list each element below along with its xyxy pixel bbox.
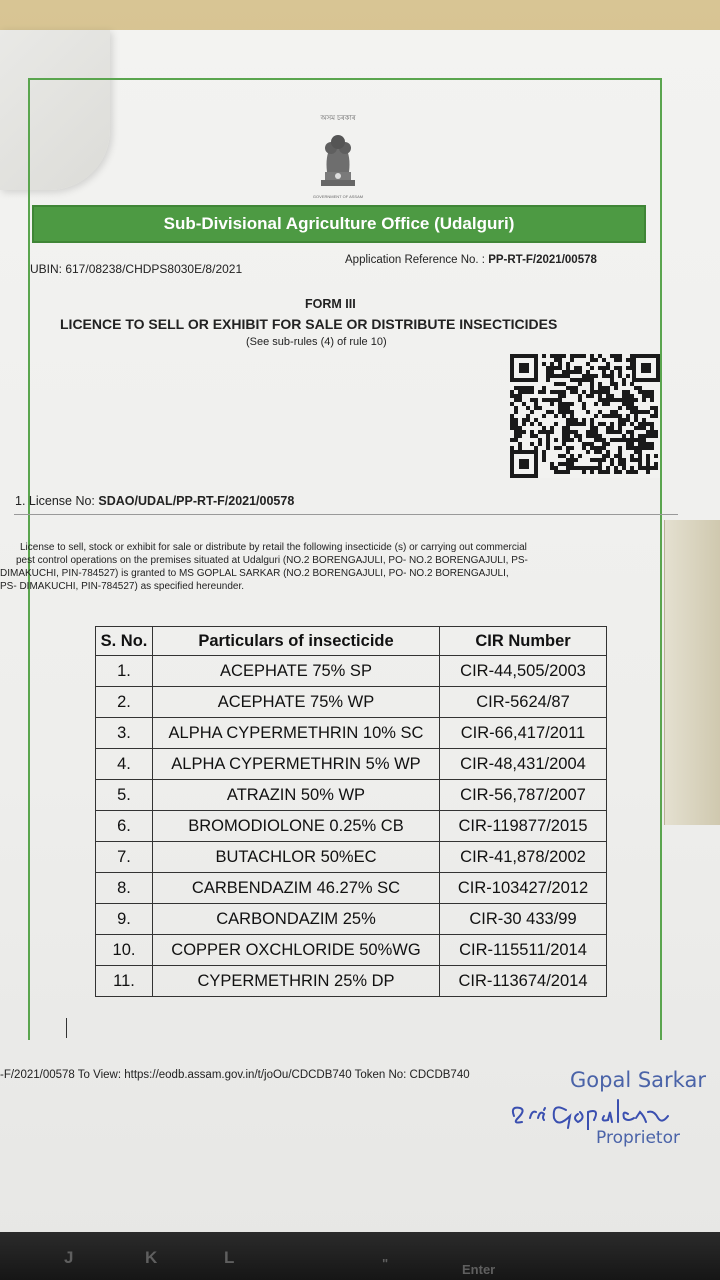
office-banner: Sub-Divisional Agriculture Office (Udalguri)	[32, 205, 646, 243]
row-particulars: ALPHA CYPERMETHRIN 5% WP	[153, 749, 440, 780]
row-sno: 3.	[96, 718, 153, 749]
table-header-row	[96, 627, 607, 656]
key-k: K	[145, 1248, 158, 1267]
divider-line	[14, 514, 678, 515]
header-cir: CIR Number	[440, 627, 607, 656]
license-number-line	[15, 494, 294, 508]
row-particulars: ACEPHATE 75% SP	[153, 656, 440, 687]
row-cir: CIR-41,878/2002	[440, 842, 607, 873]
row-cir: CIR-66,417/2011	[440, 718, 607, 749]
row-particulars: BUTACHLOR 50%EC	[153, 842, 440, 873]
licence-title: LICENCE TO SELL OR EXHIBIT FOR SALE OR DISTRIBUTE INSECTICIDES	[60, 316, 558, 332]
table-row	[96, 749, 607, 780]
table-row	[96, 687, 607, 718]
row-cir: CIR-5624/87	[440, 687, 607, 718]
table-row	[96, 811, 607, 842]
row-cir: CIR-48,431/2004	[440, 749, 607, 780]
header-particulars: Particulars of insecticide	[153, 627, 440, 656]
table-row	[96, 966, 607, 997]
sub-rules-note: (See sub-rules (4) of rule 10)	[246, 336, 387, 348]
table-row	[96, 780, 607, 811]
application-reference	[345, 254, 597, 266]
row-sno: 11.	[96, 966, 153, 997]
key-l: L	[224, 1248, 235, 1267]
row-particulars: CARBONDAZIM 25%	[153, 904, 440, 935]
row-sno: 8.	[96, 873, 153, 904]
row-cir: CIR-30 433/99	[440, 904, 607, 935]
table-continuation	[66, 1018, 607, 1038]
body-line: License to sell, stock or exhibit for sale or distribute by retail the following insecticide (s) or carrying out commercial	[20, 542, 527, 553]
lion-capital-icon	[313, 126, 363, 192]
state-emblem	[300, 112, 376, 202]
row-particulars: ACEPHATE 75% WP	[153, 687, 440, 718]
proprietor-label: Proprietor	[596, 1128, 680, 1148]
ubin-number: UBIN: 617/08238/CHDPS8030E/8/2021	[30, 262, 243, 276]
row-sno: 6.	[96, 811, 153, 842]
row-particulars: ALPHA CYPERMETHRIN 10% SC	[153, 718, 440, 749]
row-cir: CIR-119877/2015	[440, 811, 607, 842]
table-row	[96, 904, 607, 935]
handwritten-signature	[508, 1088, 720, 1130]
table-row	[96, 873, 607, 904]
body-line: PS- DIMAKUCHI, PIN-784527) as specified hereunder.	[0, 581, 244, 592]
row-sno: 10.	[96, 935, 153, 966]
form-number: FORM III	[305, 297, 356, 311]
key-quote: "	[382, 1256, 389, 1271]
verification-token-line: -F/2021/00578 To View: https://eodb.assam.gov.in/t/joOu/CDCDB740 Token No: CDCDB740	[0, 1069, 470, 1081]
row-particulars: BROMODIOLONE 0.25% CB	[153, 811, 440, 842]
emblem-bottom-text: GOVERNMENT OF ASSAM	[312, 194, 364, 199]
row-cir: CIR-56,787/2007	[440, 780, 607, 811]
row-sno: 2.	[96, 687, 153, 718]
row-sno: 1.	[96, 656, 153, 687]
key-j: J	[64, 1248, 74, 1267]
row-particulars: CARBENDAZIM 46.27% SC	[153, 873, 440, 904]
app-ref-value: PP-RT-F/2021/00578	[488, 254, 597, 266]
license-body-text	[0, 541, 690, 593]
row-cir: CIR-103427/2012	[440, 873, 607, 904]
row-sno: 9.	[96, 904, 153, 935]
row-particulars: ATRAZIN 50% WP	[153, 780, 440, 811]
insecticide-table	[95, 626, 607, 997]
qr-code	[510, 354, 660, 478]
row-sno: 4.	[96, 749, 153, 780]
header-sno: S. No.	[96, 627, 153, 656]
body-line: pest control operations on the premises situated at Udalguri (NO.2 BORENGAJULI, PO- NO.2 BORENGAJULI, PS-	[16, 555, 528, 566]
stamp-name: Gopal Sarkar	[570, 1068, 706, 1092]
table-row	[96, 935, 607, 966]
license-label: 1. License No:	[15, 494, 99, 508]
key-enter: Enter	[462, 1262, 496, 1277]
row-sno: 5.	[96, 780, 153, 811]
app-ref-label: Application Reference No. :	[345, 254, 489, 266]
row-particulars: COPPER OXCHLORIDE 50%WG	[153, 935, 440, 966]
table-row	[96, 656, 607, 687]
license-number: SDAO/UDAL/PP-RT-F/2021/00578	[98, 494, 295, 508]
row-cir: CIR-44,505/2003	[440, 656, 607, 687]
row-cir: CIR-113674/2014	[440, 966, 607, 997]
laptop-keyboard	[0, 1232, 720, 1280]
row-cir: CIR-115511/2014	[440, 935, 607, 966]
table-row	[96, 718, 607, 749]
body-line: DIMAKUCHI, PIN-784527) is granted to MS GOPLAL SARKAR (NO.2 BORENGAJULI, PO- NO.2 BORENGAJULI,	[0, 568, 509, 579]
table-row	[96, 842, 607, 873]
emblem-top-text: অসম চৰকাৰ	[320, 115, 356, 122]
row-sno: 7.	[96, 842, 153, 873]
row-particulars: CYPERMETHRIN 25% DP	[153, 966, 440, 997]
